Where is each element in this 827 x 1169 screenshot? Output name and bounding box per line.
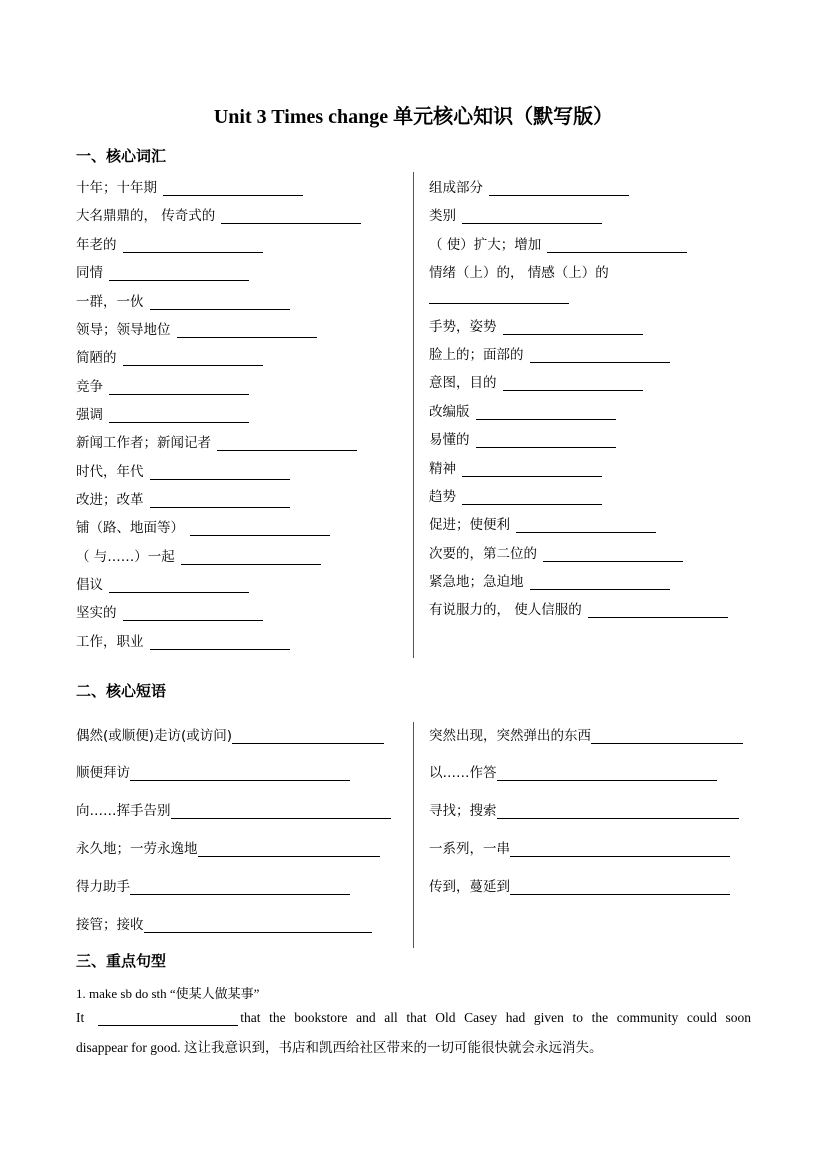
section-vocab-heading: 一、核心词汇 xyxy=(76,147,167,165)
answer-blank[interactable] xyxy=(462,490,602,505)
vocab-item: 脸上的；面部的 xyxy=(429,343,670,363)
answer-blank[interactable] xyxy=(130,766,350,781)
answer-blank[interactable] xyxy=(510,842,730,857)
answer-blank[interactable] xyxy=(462,462,602,477)
answer-blank[interactable] xyxy=(123,238,263,253)
vocab-item: 简陋的 xyxy=(76,346,263,366)
vocab-item: 工作，职业 xyxy=(76,630,290,650)
answer-blank[interactable] xyxy=(476,433,616,448)
answer-blank[interactable] xyxy=(530,575,670,590)
vocab-item: 类别 xyxy=(429,204,602,224)
answer-blank[interactable] xyxy=(462,209,602,224)
vocab-item: 有说服力的， 使人信服的 xyxy=(429,598,728,618)
phrase-item: 接管；接收 xyxy=(76,913,372,933)
vocab-item: 年老的 xyxy=(76,233,263,253)
sentence-pattern-heading: 1. make sb do sth “使某人做某事” xyxy=(76,986,260,1001)
sentence-line: It that the bookstore and all that Old Casey had given to the community could soon xyxy=(76,1010,751,1025)
vocab-item: （ 与……）一起 xyxy=(76,545,321,565)
answer-blank[interactable] xyxy=(503,320,643,335)
phrase-item: 寻找；搜索 xyxy=(429,799,739,819)
vocab-item: 组成部分 xyxy=(429,176,629,196)
phrase-item: 以……作答 xyxy=(429,761,717,781)
answer-blank[interactable] xyxy=(429,289,569,304)
vocab-item: 趋势 xyxy=(429,485,602,505)
vocab-item: 大名鼎鼎的， 传奇式的 xyxy=(76,204,361,224)
answer-blank[interactable] xyxy=(181,550,321,565)
answer-blank[interactable] xyxy=(130,880,350,895)
answer-blank[interactable] xyxy=(198,842,380,857)
vocab-item: 促进；使便利 xyxy=(429,513,656,533)
vocab-item: 手势，姿势 xyxy=(429,315,643,335)
vocab-item: 强调 xyxy=(76,403,249,423)
answer-blank[interactable] xyxy=(171,804,391,819)
section-sentences-heading: 三、重点句型 xyxy=(76,952,167,970)
answer-blank[interactable] xyxy=(177,323,317,338)
answer-blank[interactable] xyxy=(530,348,670,363)
answer-blank[interactable] xyxy=(497,804,739,819)
answer-blank[interactable] xyxy=(497,766,717,781)
phrase-item: 得力助手 xyxy=(76,875,350,895)
vocab-item: 新闻工作者；新闻记者 xyxy=(76,431,357,451)
answer-blank[interactable] xyxy=(190,521,330,536)
vocab-item: 改编版 xyxy=(429,400,616,420)
vocab-item-continuation xyxy=(429,289,569,304)
answer-blank[interactable] xyxy=(503,376,643,391)
answer-blank[interactable] xyxy=(588,603,728,618)
answer-blank[interactable] xyxy=(232,729,384,744)
phrase-item: 顺便拜访 xyxy=(76,761,350,781)
vocab-item: 情绪（上）的， 情感（上）的 xyxy=(429,265,609,281)
vocab-item: 倡议 xyxy=(76,573,249,593)
section-phrases-heading: 二、核心短语 xyxy=(76,682,167,700)
answer-blank[interactable] xyxy=(516,518,656,533)
answer-blank[interactable] xyxy=(489,181,629,196)
vocab-item: 领导；领导地位 xyxy=(76,318,317,338)
vocab-item: 紧急地；急迫地 xyxy=(429,570,670,590)
vocab-item: 坚实的 xyxy=(76,601,263,621)
answer-blank[interactable] xyxy=(543,547,683,562)
answer-blank[interactable] xyxy=(217,436,357,451)
answer-blank[interactable] xyxy=(144,918,372,933)
vocab-item: 易懂的 xyxy=(429,428,616,448)
phrase-item: 永久地；一劳永逸地 xyxy=(76,837,380,857)
phrase-item: 向……挥手告别 xyxy=(76,799,391,819)
vocab-item: （ 使）扩大；增加 xyxy=(429,233,687,253)
vocab-item: 十年；十年期 xyxy=(76,176,303,196)
answer-blank[interactable] xyxy=(150,465,290,480)
phrase-item: 突然出现，突然弹出的东西 xyxy=(429,724,743,744)
answer-blank[interactable] xyxy=(476,405,616,420)
answer-blank[interactable] xyxy=(109,578,249,593)
answer-blank[interactable] xyxy=(98,1011,238,1026)
answer-blank[interactable] xyxy=(150,295,290,310)
column-divider xyxy=(413,172,414,658)
phrase-item: 一系列，一串 xyxy=(429,837,730,857)
answer-blank[interactable] xyxy=(150,493,290,508)
sentence-line: disappear for good. 这让我意识到，书店和凯西给社区带来的一切可能很快就会永远消失。 xyxy=(76,1040,603,1055)
vocab-item: 次要的，第二位的 xyxy=(429,542,683,562)
answer-blank[interactable] xyxy=(591,729,743,744)
answer-blank[interactable] xyxy=(123,351,263,366)
answer-blank[interactable] xyxy=(221,209,361,224)
vocab-item: 同情 xyxy=(76,261,249,281)
answer-blank[interactable] xyxy=(150,635,290,650)
answer-blank[interactable] xyxy=(547,238,687,253)
vocab-item: 精神 xyxy=(429,457,602,477)
answer-blank[interactable] xyxy=(109,408,249,423)
phrase-item: 偶然(或顺便)走访(或访问) xyxy=(76,724,384,744)
vocab-item: 竞争 xyxy=(76,375,249,395)
column-divider xyxy=(413,722,414,948)
answer-blank[interactable] xyxy=(510,880,730,895)
phrase-item: 传到，蔓延到 xyxy=(429,875,730,895)
answer-blank[interactable] xyxy=(109,266,249,281)
answer-blank[interactable] xyxy=(123,606,263,621)
vocab-item: 时代，年代 xyxy=(76,460,290,480)
vocab-item: 铺（路、地面等） xyxy=(76,516,330,536)
vocab-item: 一群，一伙 xyxy=(76,290,290,310)
vocab-item: 改进；改革 xyxy=(76,488,290,508)
vocab-item: 意图，目的 xyxy=(429,371,643,391)
answer-blank[interactable] xyxy=(109,380,249,395)
answer-blank[interactable] xyxy=(163,181,303,196)
page-title: Unit 3 Times change 单元核心知识（默写版） xyxy=(213,106,614,128)
